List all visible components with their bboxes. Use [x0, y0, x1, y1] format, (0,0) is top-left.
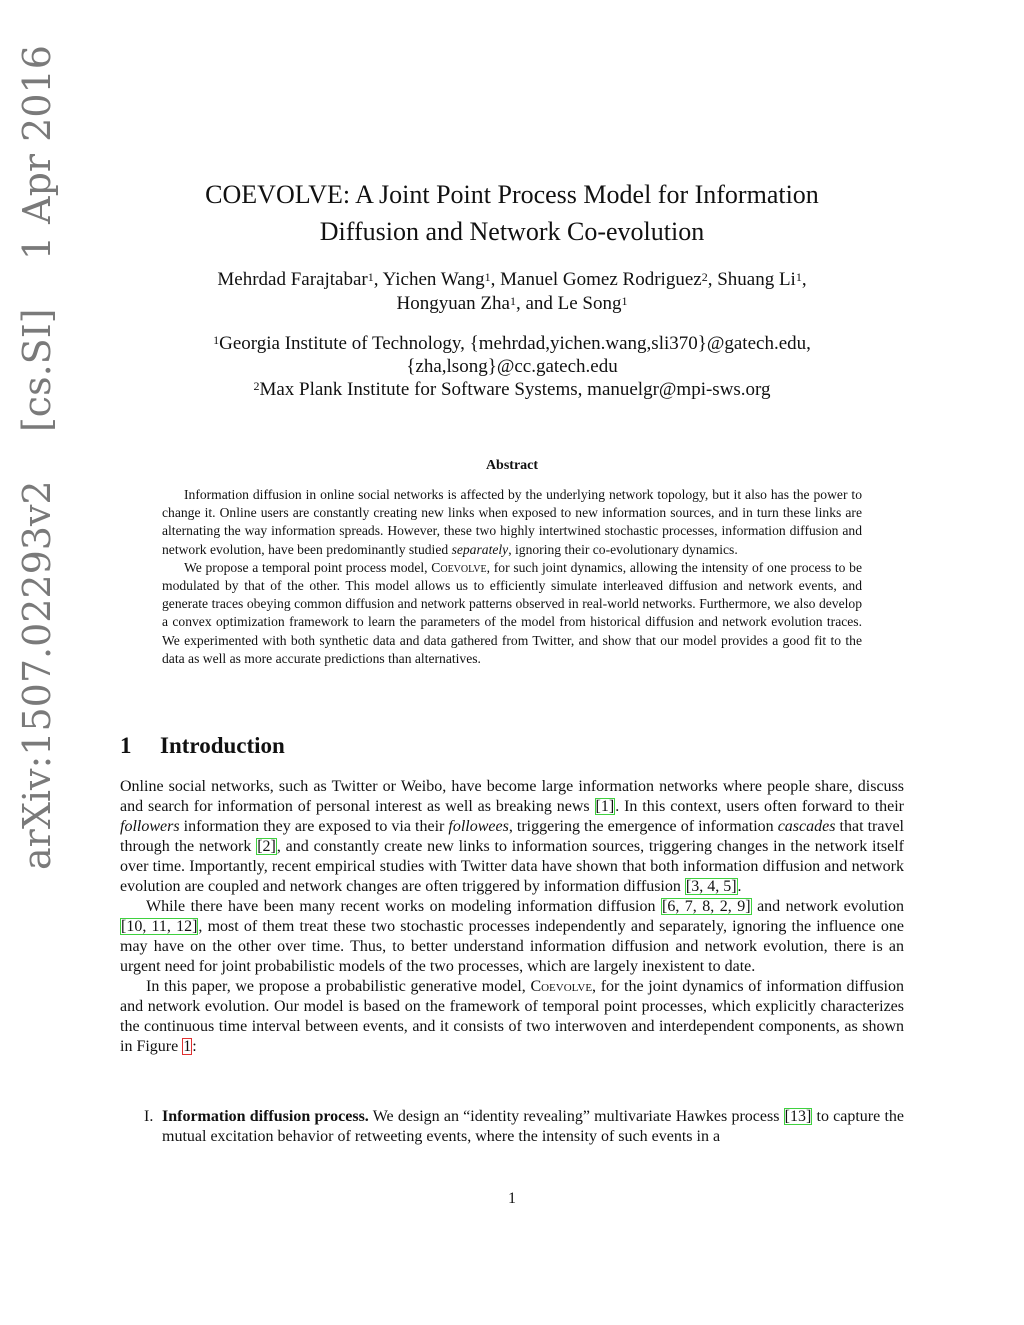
section-title: Introduction: [160, 733, 285, 758]
author-affil-mark: 1: [795, 270, 802, 284]
page-number: 1: [508, 1190, 516, 1207]
affiliation-2: Max Plank Institute for Software Systems, manuelgr@mpi-sws.org: [259, 379, 771, 400]
arxiv-id: arXiv:1507.02293v2: [15, 480, 59, 870]
paper-title: [140, 176, 884, 250]
citation-link[interactable]: [1]: [595, 798, 615, 815]
title-line-1: COEVOLVE: A Joint Point Process Model for Information: [205, 180, 819, 209]
author-affil-mark: 1: [509, 294, 516, 308]
list-marker: I.: [144, 1108, 154, 1125]
arxiv-category: [cs.SI]: [15, 308, 59, 433]
author-affil-mark: 1: [484, 270, 491, 284]
author-affil-mark: 1: [367, 270, 374, 284]
author-name: Yichen Wang: [382, 269, 485, 290]
affiliation-1-cont: {zha,lsong}@cc.gatech.edu: [406, 356, 618, 377]
section-number: 1: [120, 733, 132, 758]
citation-link[interactable]: [10, 11, 12]: [121, 918, 198, 935]
citation-link[interactable]: [3, 4, 5]: [685, 878, 737, 895]
introduction-body: [120, 777, 904, 1057]
arxiv-date: 1 Apr 2016: [15, 45, 59, 261]
body-paragraph: While there have been many recent works on modeling information diffusion [6, 7, 8, 2, 9] and network evolution [10, 11, 12], most of them treat these two stochastic processes independently and separately, ignoring the influence one may have on the other over time. Thus, to better understand information diffusion and network evolution, there is an urgent need for joint probabilistic models of the two processes, which are largely inexistent to date.: [120, 898, 905, 975]
citation-link[interactable]: [2]: [257, 838, 276, 855]
body-paragraph: Online social networks, such as Twitter or Weibo, have become large information networks where people share, discuss and search for information of personal interest as well as breaking news [1]. In this context, users often forward to their followers information they are exposed to via their followees, triggering the emergence of information cascades that travel through the network [2], and constantly create new links to information sources, triggering changes in the network itself over time. Importantly, recent empirical studies with Twitter data have shown that both information diffusion and network evolution are coupled and network changes are often triggered by information diffusion [3, 4, 5].: [120, 778, 905, 895]
author-list: Mehrdad Farajtabar$^1$, Yichen Wang$^1$, Manuel Gomez Rodriguez$^2$, Shuang Li$^1$, Hongyuan Zha$^1$, and Le Song$^1$: [217, 269, 807, 314]
author-name: Manuel Gomez Rodriguez: [500, 269, 702, 290]
figure-ref-link[interactable]: 1: [183, 1038, 192, 1055]
abstract-heading: Abstract: [485, 458, 539, 473]
abstract-body: [162, 486, 862, 668]
author-name: Mehrdad Farajtabar: [217, 269, 368, 290]
list-item-title: Information diffusion process.: [162, 1108, 369, 1125]
body-paragraph: In this paper, we propose a probabilistic generative model, Coevolve, for the joint dynamics of information diffusion and network evolution. Our model is based on the framework of temporal point processes, which explicitly characterizes the continuous time interval between events, and it consists of two interwoven and interdependent components, as shown in Figure 1:: [120, 978, 904, 1055]
citation-link[interactable]: [6, 7, 8, 2, 9]: [662, 898, 751, 915]
author-affil-mark: 2: [701, 270, 708, 284]
author-name: Shuang Li: [717, 269, 796, 290]
affiliation-1: Georgia Institute of Technology, {mehrdad,yichen.wang,sli370}@gatech.edu,: [219, 333, 811, 354]
affiliations: $^1$Georgia Institute of Technology, {mehrdad,yichen.wang,sli370}@gatech.edu, {zha,lsong}@cc.gatech.edu $^2$Max Plank Institute for Software Systems, manuelgr@mpi-sws.org: [140, 332, 884, 401]
citation-link[interactable]: [13]: [784, 1108, 812, 1125]
abstract-paragraph: Information diffusion in online social networks is affected by the underlying network topology, but it also has the power to change it. Online users are constantly creating new links when exposed to new information sources, and in turn these links are alternating the way information spreads. However, these two highly intertwined stochastic processes, information diffusion and network evolution, have been predominantly studied separately, ignoring their co-evolutionary dynamics.: [162, 487, 862, 557]
arxiv-sidebar-stamp: [7, 45, 67, 870]
section-heading: [120, 733, 285, 759]
enumerated-item: I. Information diffusion process. We design an “identity revealing” multivariate Hawkes process [13] to capture the mutual excitation behavior of retweeting events, where the intensity of such events in a: [144, 1108, 904, 1145]
author-affil-mark: 1: [621, 294, 628, 308]
author-name: Hongyuan Zha: [396, 293, 510, 314]
title-line-2: Diffusion and Network Co-evolution: [319, 217, 705, 246]
abstract-paragraph: We propose a temporal point process model, Coevolve, for such joint dynamics, allowing the intensity of one process to be modulated by that of the other. This model allows us to efficiently simulate interleaved diffusion and network events, and generate traces obeying common diffusion and network patterns observed in real-world networks. Furthermore, we also develop a convex optimization framework to learn the parameters of the model from historical diffusion and network evolution traces. We experimented with both synthetic data and data gathered from Twitter, and show that our model provides a good fit to the data as well as more accurate predictions than alternatives.: [162, 559, 862, 666]
author-name: and Le Song: [525, 293, 622, 314]
